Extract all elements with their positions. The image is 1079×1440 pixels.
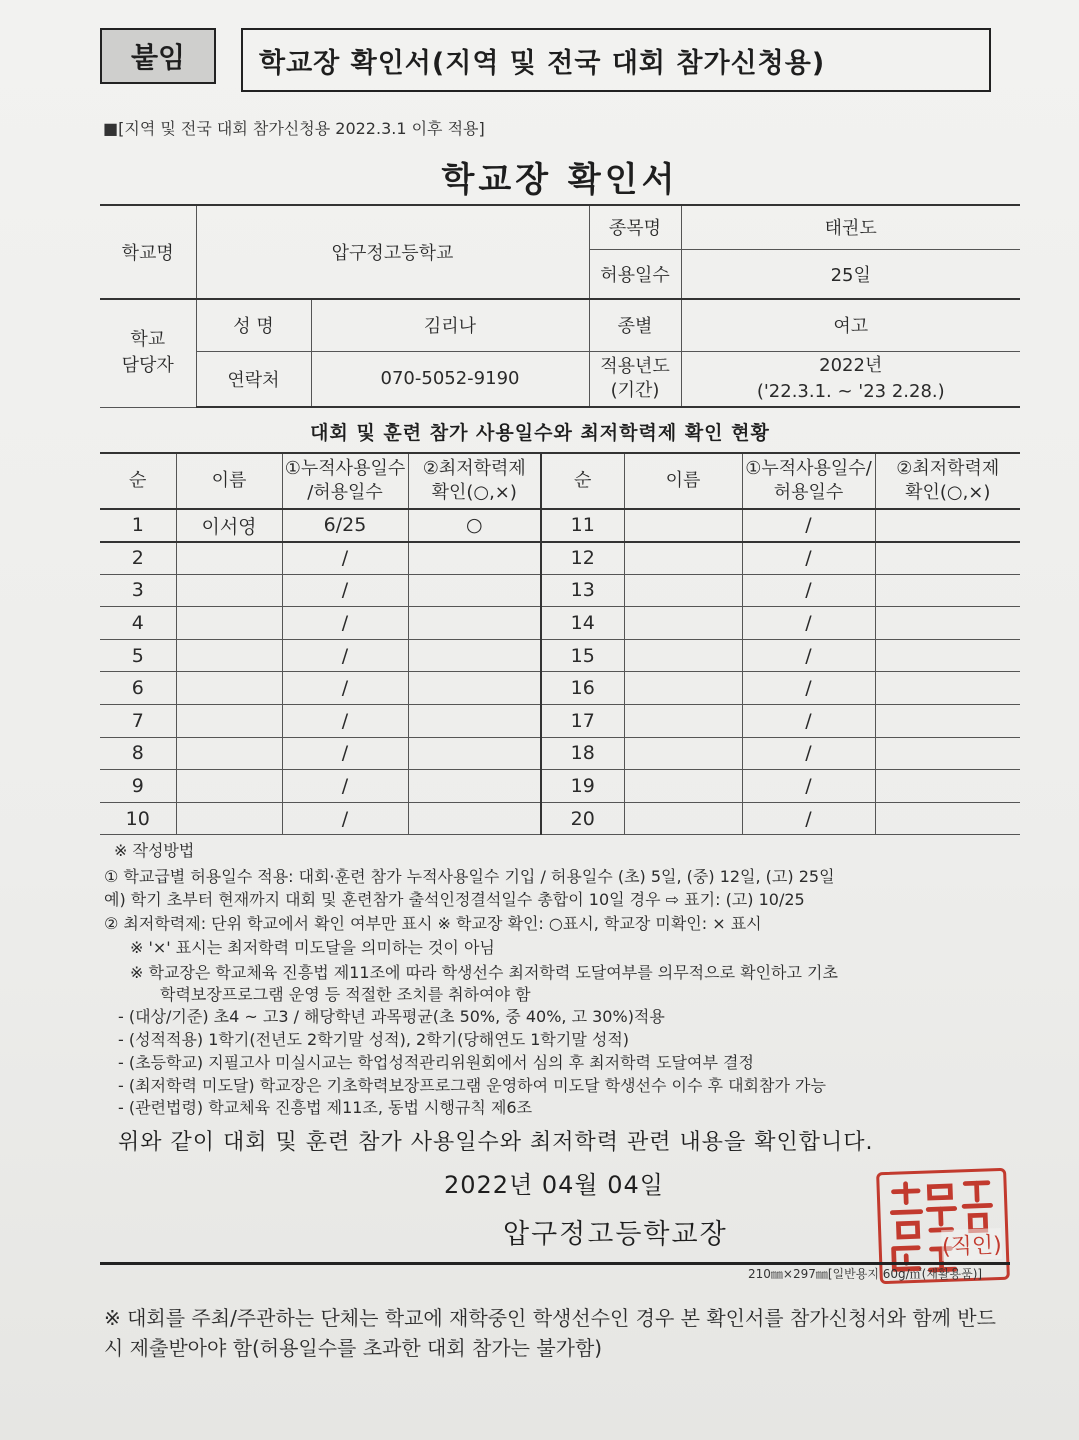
row-days-right: / [742, 509, 875, 542]
manager-label: 학교 담당자 [100, 299, 196, 407]
row-check [408, 542, 541, 575]
row-check [408, 705, 541, 738]
row-check [408, 574, 541, 607]
school-name-label: 학교명 [100, 205, 196, 299]
row-order-right: 12 [541, 542, 624, 575]
row-order-right: 14 [541, 607, 624, 640]
row-name-right [624, 770, 742, 803]
row-order: 1 [100, 509, 176, 542]
row-days: / [282, 607, 408, 640]
contact-label: 연락처 [196, 351, 311, 407]
row-check-right [875, 542, 1020, 575]
row-name-right [624, 574, 742, 607]
row-days: / [282, 542, 408, 575]
row-order-right: 18 [541, 737, 624, 770]
row-days: / [282, 802, 408, 835]
seal-label: (직인) [941, 1228, 1002, 1261]
row-check-right [875, 509, 1020, 542]
period-label: 적용년도 (기간) [589, 351, 681, 407]
row-name [176, 639, 282, 672]
row-name [176, 737, 282, 770]
table-row [100, 672, 1020, 705]
table-row [100, 770, 1020, 803]
row-days-right: / [742, 672, 875, 705]
table-row [100, 639, 1020, 672]
row-name-right [624, 672, 742, 705]
school-name-value: 압구정고등학교 [196, 205, 589, 299]
row-order-right: 13 [541, 574, 624, 607]
row-order-right: 19 [541, 770, 624, 803]
instructions-heading: ※ 작성방법 [114, 841, 195, 860]
row-name-right [624, 705, 742, 738]
row-check-right [875, 672, 1020, 705]
period-cell [681, 351, 1020, 407]
name-label: 성 명 [196, 299, 311, 351]
school-info-table [100, 204, 1020, 408]
row-check-right [875, 574, 1020, 607]
instruction-line: - (초등학교) 지필고사 미실시교는 학업성적관리위원회에서 심의 후 최저학력 도달여부 결정 [118, 1053, 754, 1072]
instruction-line: - (관련법령) 학교체육 진흥법 제11조, 동법 시행규칙 제6조 [118, 1098, 533, 1117]
allowed-days-label: 허용일수 [589, 249, 681, 299]
row-check: ○ [408, 509, 541, 542]
row-order: 7 [100, 705, 176, 738]
row-days-right: / [742, 705, 875, 738]
row-check [408, 639, 541, 672]
row-name [176, 802, 282, 835]
category-value: 여고 [681, 299, 1020, 351]
row-check-right [875, 705, 1020, 738]
header-check-right: ②최저학력제 확인(○,×) [875, 453, 1020, 509]
row-check-right [875, 639, 1020, 672]
page-title: 학교장 확인서 [441, 160, 679, 200]
row-name [176, 705, 282, 738]
allowed-days-value: 25일 [681, 249, 1020, 299]
athlete-status-table [100, 452, 1020, 835]
row-name: 이서영 [176, 509, 282, 542]
header-days-right: ①누적사용일수/ 허용일수 [742, 453, 875, 509]
sport-label: 종목명 [589, 205, 681, 249]
row-name-right [624, 639, 742, 672]
row-order: 3 [100, 574, 176, 607]
row-order: 8 [100, 737, 176, 770]
header-name: 이름 [176, 453, 282, 509]
issue-date: 2022년 04월 04일 [444, 1171, 664, 1199]
row-order: 6 [100, 672, 176, 705]
table-row [100, 737, 1020, 770]
instruction-line: 학력보장프로그램 운영 등 적절한 조치를 취하여야 함 [160, 985, 531, 1004]
row-days: / [282, 705, 408, 738]
row-name-right [624, 607, 742, 640]
row-check-right [875, 770, 1020, 803]
row-days: / [282, 639, 408, 672]
row-name-right [624, 542, 742, 575]
table-row [100, 509, 1020, 542]
instruction-line: 예) 학기 초부터 현재까지 대회 및 훈련참가 출석인정결석일수 총합이 10일 경우 ⇨ 표기: (고) 10/25 [104, 890, 805, 909]
instruction-line: ※ 학교장은 학교체육 진흥법 제11조에 따라 학생선수 최저학력 도달여부를 의무적으로 확인하고 기초 [130, 963, 838, 982]
row-order-right: 11 [541, 509, 624, 542]
row-check-right [875, 737, 1020, 770]
document-header-title: 학교장 확인서(지역 및 전국 대회 참가신청용) [241, 28, 991, 92]
row-days: / [282, 574, 408, 607]
table-row [100, 607, 1020, 640]
instruction-line: ※ '×' 표시는 최저학력 미도달을 의미하는 것이 아님 [130, 938, 495, 957]
row-days-right: / [742, 737, 875, 770]
row-days: / [282, 672, 408, 705]
period-year: 2022년 [819, 354, 883, 376]
contact-value: 070-5052-9190 [311, 351, 589, 407]
row-order-right: 20 [541, 802, 624, 835]
attachment-tag: 붙임 [100, 28, 216, 84]
row-check [408, 607, 541, 640]
row-name [176, 672, 282, 705]
row-name [176, 770, 282, 803]
row-days-right: / [742, 542, 875, 575]
row-days: 6/25 [282, 509, 408, 542]
row-name-right [624, 509, 742, 542]
row-name [176, 607, 282, 640]
table-row [100, 705, 1020, 738]
row-days: / [282, 737, 408, 770]
instruction-line: ② 최저학력제: 단위 학교에서 확인 여부만 표시 ※ 학교장 확인: ○표시, 학교장 미확인: × 표시 [104, 914, 762, 933]
row-name-right [624, 737, 742, 770]
row-check-right [875, 802, 1020, 835]
table-row [100, 574, 1020, 607]
applicability-note: ■[지역 및 전국 대회 참가신청용 2022.3.1 이후 적용] [103, 119, 485, 138]
row-days-right: / [742, 802, 875, 835]
header-name-right: 이름 [624, 453, 742, 509]
header-check: ②최저학력제 확인(○,×) [408, 453, 541, 509]
instruction-line: - (최저학력 미도달) 학교장은 기초학력보장프로그램 운영하여 미도달 학생선수 이수 후 대회참가 가능 [118, 1076, 826, 1095]
row-check [408, 737, 541, 770]
row-days: / [282, 770, 408, 803]
principal-signature: 압구정고등학교장 [503, 1219, 728, 1250]
table-row [100, 542, 1020, 575]
row-days-right: / [742, 770, 875, 803]
row-order-right: 15 [541, 639, 624, 672]
header-days: ①누적사용일수 /허용일수 [282, 453, 408, 509]
row-check [408, 770, 541, 803]
row-days-right: / [742, 574, 875, 607]
row-days-right: / [742, 639, 875, 672]
row-order: 4 [100, 607, 176, 640]
table-row [100, 802, 1020, 835]
header-order: 순 [100, 453, 176, 509]
row-order: 10 [100, 802, 176, 835]
row-check [408, 802, 541, 835]
instruction-line: - (성적적용) 1학기(전년도 2학기말 성적), 2학기(당해연도 1학기말 성적) [118, 1030, 630, 1049]
instruction-line: - (대상/기준) 초4 ~ 고3 / 해당학년 과목평균(초 50%, 중 40%, 고 30%)적용 [118, 1007, 665, 1026]
row-order: 2 [100, 542, 176, 575]
period-range: ('22.3.1. ~ '23 2.28.) [756, 380, 945, 402]
row-order-right: 16 [541, 672, 624, 705]
status-section-title: 대회 및 훈련 참가 사용일수와 최저학력제 확인 현황 [310, 422, 770, 444]
paper-spec: 210㎜×297㎜[일반용지 60g/㎡(재활용품)] [748, 1267, 983, 1281]
row-order: 9 [100, 770, 176, 803]
name-value: 김리나 [311, 299, 589, 351]
row-name [176, 542, 282, 575]
row-check [408, 672, 541, 705]
submission-notice: ※ 대회를 주최/주관하는 단체는 학교에 재학중인 학생선수인 경우 본 확인서를 참가신청서와 함께 반드시 제출받아야 함(허용일수를 초과한 대회 참가는 불가함) [104, 1306, 996, 1360]
row-order: 5 [100, 639, 176, 672]
sport-value: 태권도 [681, 205, 1020, 249]
row-order-right: 17 [541, 705, 624, 738]
category-label: 종별 [589, 299, 681, 351]
instruction-line: ① 학교급별 허용일수 적용: 대회·훈련 참가 누적사용일수 기입 / 허용일수 (초) 5일, (중) 12일, (고) 25일 [104, 867, 835, 886]
row-check-right [875, 607, 1020, 640]
row-name [176, 574, 282, 607]
header-order-right: 순 [541, 453, 624, 509]
confirmation-statement: 위와 같이 대회 및 훈련 참가 사용일수와 최저학력 관련 내용을 확인합니다. [118, 1130, 874, 1155]
row-days-right: / [742, 607, 875, 640]
row-name-right [624, 802, 742, 835]
